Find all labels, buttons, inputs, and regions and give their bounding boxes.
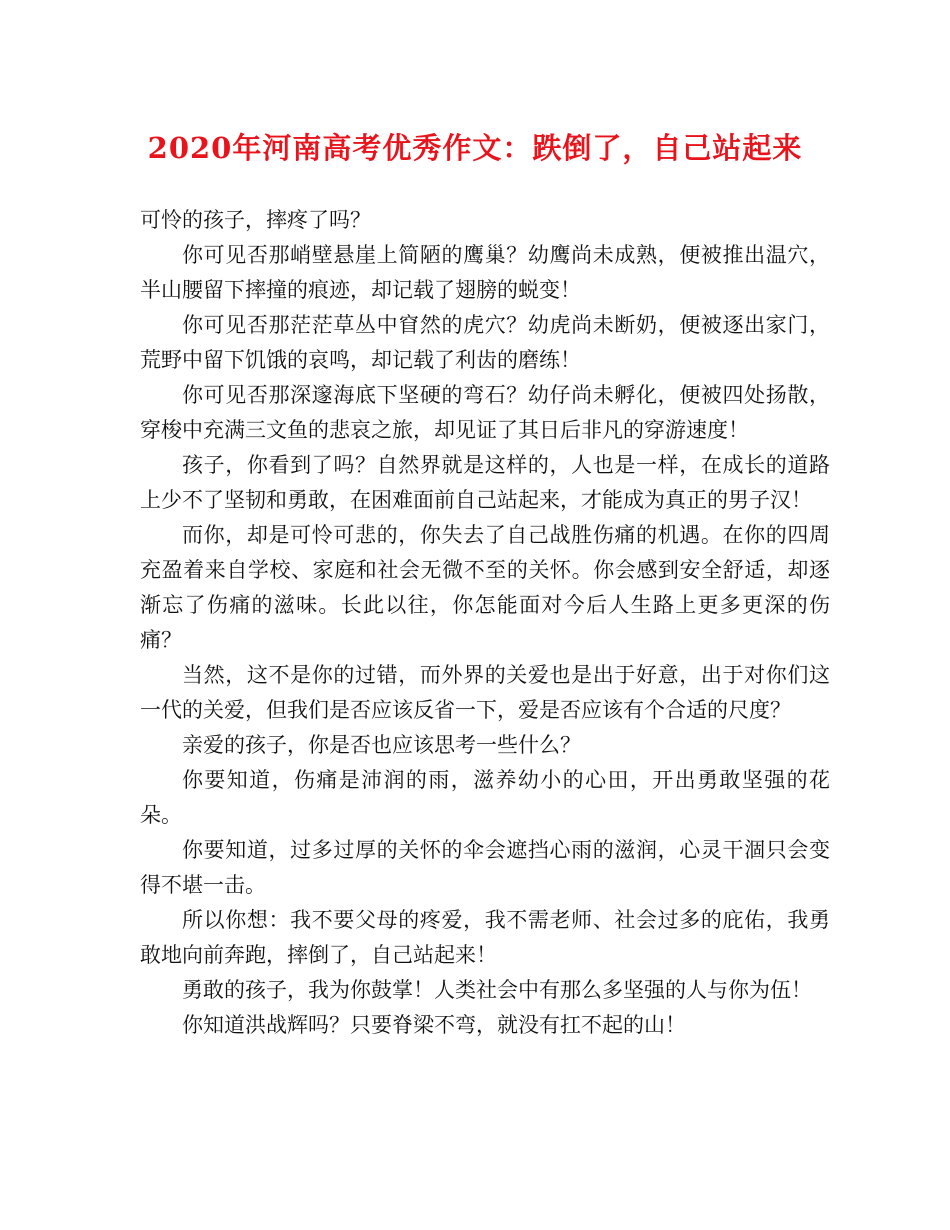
paragraph: 你可见否那茫茫草丛中窅然的虎穴？幼虎尚未断奶，便被逐出家门，荒野中留下饥饿的哀鸣，却记载了利齿的磨练！ bbox=[140, 313, 830, 372]
document-body bbox=[140, 203, 830, 1043]
paragraph: 孩子，你看到了吗？自然界就是这样的，人也是一样，在成长的道路上少不了坚韧和勇敢，在困难面前自己站起来，才能成为真正的男子汉！ bbox=[140, 453, 830, 512]
paragraph: 你要知道，过多过厚的关怀的伞会遮挡心雨的滋润，心灵干涸只会变得不堪一击。 bbox=[140, 838, 830, 897]
paragraph: 勇敢的孩子，我为你鼓掌！人类社会中有那么多坚强的人与你为伍！ bbox=[182, 978, 812, 1002]
paragraph: 你要知道，伤痛是沛润的雨，滋养幼小的心田，开出勇敢坚强的花朵。 bbox=[140, 768, 830, 827]
paragraph: 你可见否那深邃海底下坚硬的弯石？幼仔尚未孵化，便被四处扬散，穿梭中充满三文鱼的悲哀之旅，却见证了其日后非凡的穿游速度！ bbox=[140, 383, 830, 442]
paragraph: 可怜的孩子，摔疼了吗？ bbox=[140, 208, 371, 232]
paragraph: 而你，却是可怜可悲的，你失去了自己战胜伤痛的机遇。在你的四周充盈着来自学校、家庭和社会无微不至的关怀。你会感到安全舒适，却逐渐忘了伤痛的滋味。长此以往，你怎能面对今后人生路上更多更深的伤痛？ bbox=[140, 523, 830, 652]
paragraph: 所以你想：我不要父母的疼爱，我不需老师、社会过多的庇佑，我勇敢地向前奔跑，摔倒了，自己站起来！ bbox=[140, 908, 830, 967]
paragraph: 你可见否那峭壁悬崖上简陋的鹰巢？幼鹰尚未成熟，便被推出温穴，半山腰留下摔撞的痕迹，却记载了翅膀的蜕变！ bbox=[140, 243, 830, 302]
paragraph: 亲爱的孩子，你是否也应该思考一些什么？ bbox=[182, 733, 581, 757]
paragraph: 你知道洪战辉吗？只要脊梁不弯，就没有扛不起的山！ bbox=[182, 1013, 686, 1037]
document-title: 2020年河南高考优秀作文：跌倒了，自己站起来 bbox=[147, 131, 803, 165]
paragraph: 当然，这不是你的过错，而外界的关爱也是出于好意，出于对你们这一代的关爱，但我们是否应该反省一下，爱是否应该有个合适的尺度？ bbox=[140, 663, 830, 722]
